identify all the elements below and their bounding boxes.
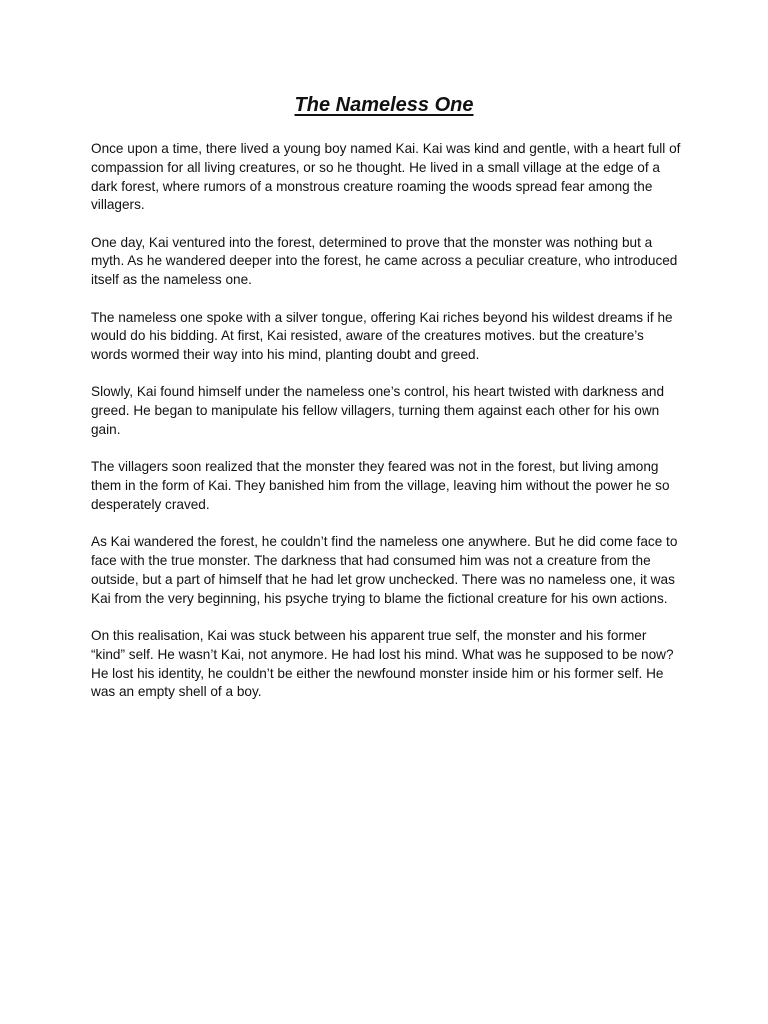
paragraph-1: Once upon a time, there lived a young boy named Kai. Kai was kind and gentle, with a heart full of compassion for all living creatures, or so he thought. He lived in a small village at the edge of a dark forest, where rumors of a monstrous creature roaming the woods spread fear among the villagers.: [91, 141, 681, 213]
paragraph-5: The villagers soon realized that the monster they feared was not in the forest, but living among them in the form of Kai. They banished him from the village, leaving him without the power he so desperately craved.: [91, 459, 670, 512]
paragraph-6: As Kai wandered the forest, he couldn’t find the nameless one anywhere. But he did come face to face with the true monster. The darkness that had consumed him was not a creature from the outside, but a part of himself that he had let grow unchecked. There was no nameless one, it was Kai from the very beginning, his psyche trying to blame the fictional creature for his own actions.: [91, 534, 678, 606]
paragraph-2: One day, Kai ventured into the forest, determined to prove that the monster was nothing but a myth. As he wandered deeper into the forest, he came across a peculiar creature, who introduced itself as the nameless one.: [91, 234, 678, 288]
paragraph-3: The nameless one spoke with a silver tongue, offering Kai riches beyond his wildest dreams if he would do his bidding. At first, Kai resisted, aware of the creatures motives. but the creature’s words wormed their way into his mind, planting doubt and greed.: [91, 309, 673, 363]
paragraph-4: Slowly, Kai found himself under the nameless one’s control, his heart twisted with darkness and greed. He began to manipulate his fellow villagers, turning them against each other for his own gain.: [91, 384, 665, 438]
document-body: [91, 140, 681, 721]
paragraph-7: On this realisation, Kai was stuck between his apparent true self, the monster and his former “kind” self. He wasn’t Kai, not anymore. He had lost his mind. What was he supposed to be now? He lost his identity, he couldn’t be either the newfound monster inside him or his former self. He was an empty shell of a boy.: [91, 627, 674, 700]
document-title: The Nameless One: [294, 94, 474, 116]
